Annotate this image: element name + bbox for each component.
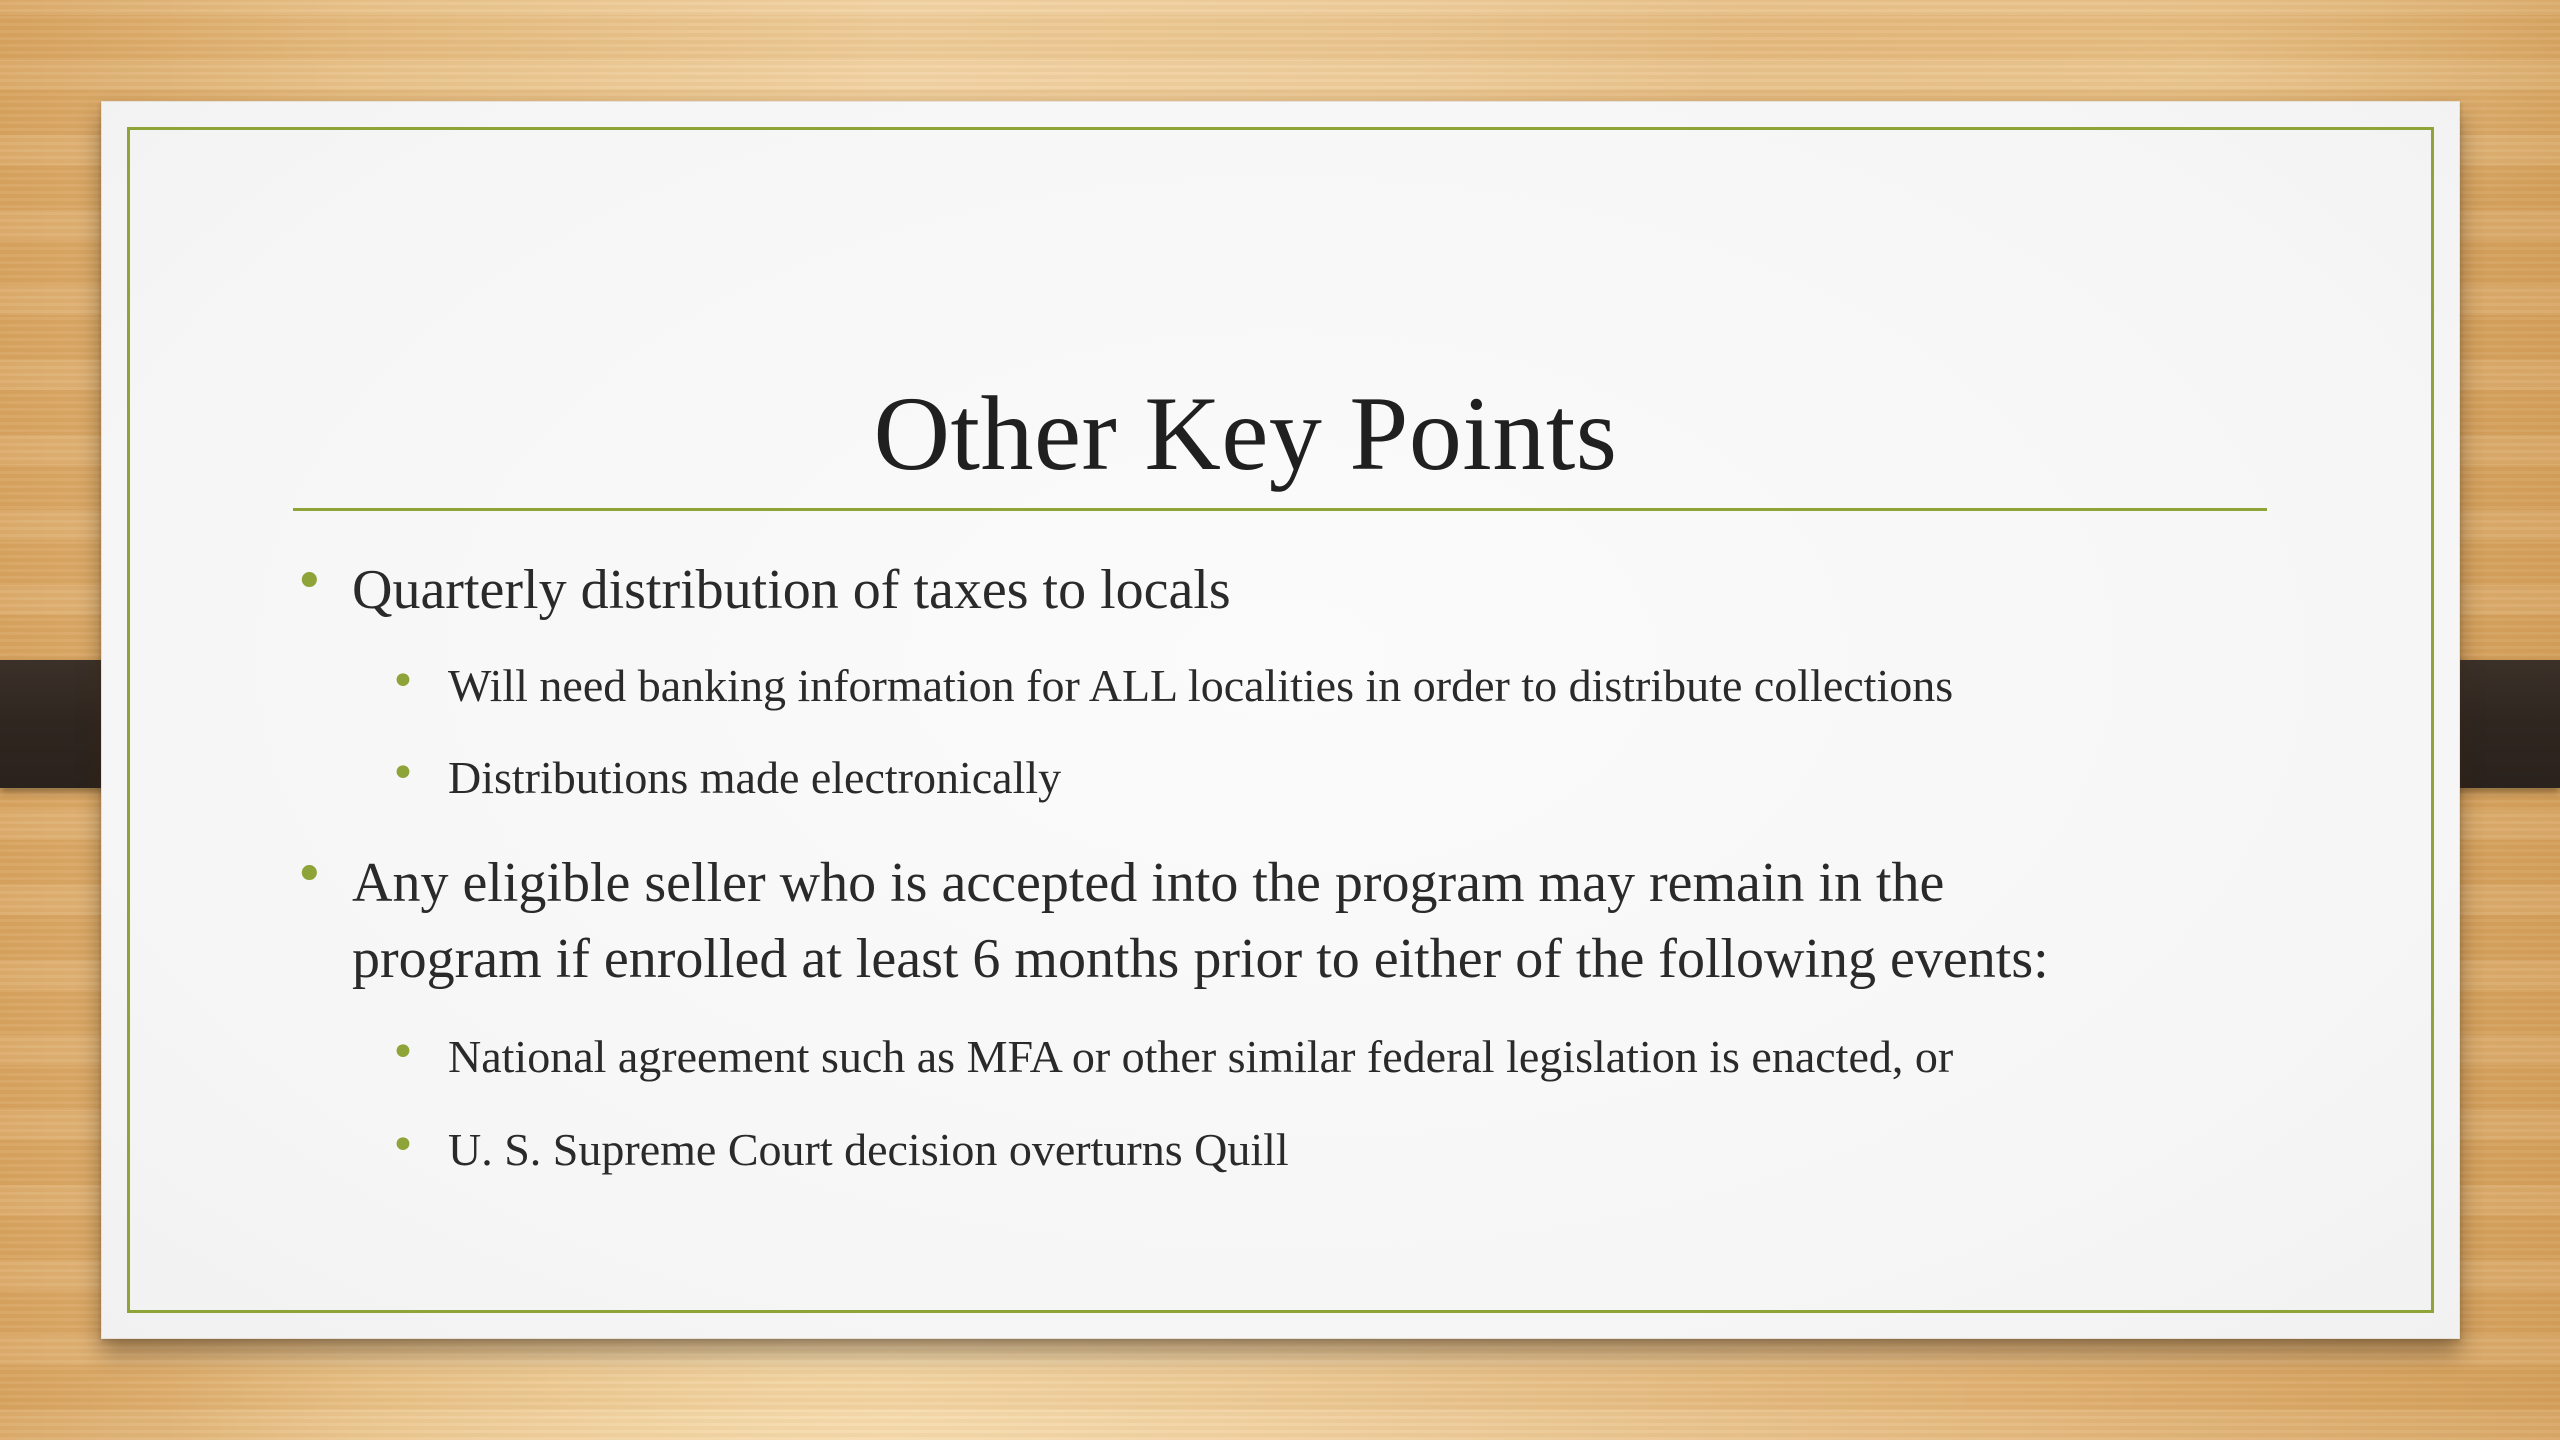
- bullet-dot-icon: •: [390, 1120, 416, 1171]
- bullet-dot-icon: •: [390, 748, 416, 799]
- slide-title: Other Key Points: [873, 375, 1618, 492]
- bullet-dot-icon: •: [390, 656, 416, 707]
- slide-content: [102, 102, 2459, 1338]
- subbullet-2-1-text: National agreement such as MFA or other similar federal legislation is enacted, or: [448, 1031, 1954, 1082]
- bullet-dot-icon: •: [294, 845, 325, 905]
- slide: [101, 101, 2460, 1339]
- subbullet-1-2: [390, 748, 2348, 808]
- subbullet-1-1-text: Will need banking information for ALL localities in order to distribute collections: [448, 660, 1954, 711]
- subbullet-2-1: [390, 1027, 2348, 1087]
- bullet-2-text-line-1: Any eligible seller who is accepted into the program may remain in the: [352, 852, 1945, 914]
- bullet-1-text: Quarterly distribution of taxes to locals: [352, 559, 1231, 621]
- subbullet-2-2-text: U. S. Supreme Court decision overturns Quill: [448, 1124, 1289, 1175]
- bullet-1: [294, 552, 2332, 628]
- bullet-dot-icon: •: [294, 552, 325, 612]
- subbullet-2-2: [390, 1120, 2348, 1180]
- subbullet-1-1: [390, 656, 2348, 716]
- subbullet-1-2-text: Distributions made electronically: [448, 752, 1062, 803]
- bullet-2-text-line-2: program if enrolled at least 6 months prior to either of the following events:: [352, 928, 2049, 990]
- bullet-2: [294, 845, 2332, 997]
- bullet-dot-icon: •: [390, 1027, 416, 1078]
